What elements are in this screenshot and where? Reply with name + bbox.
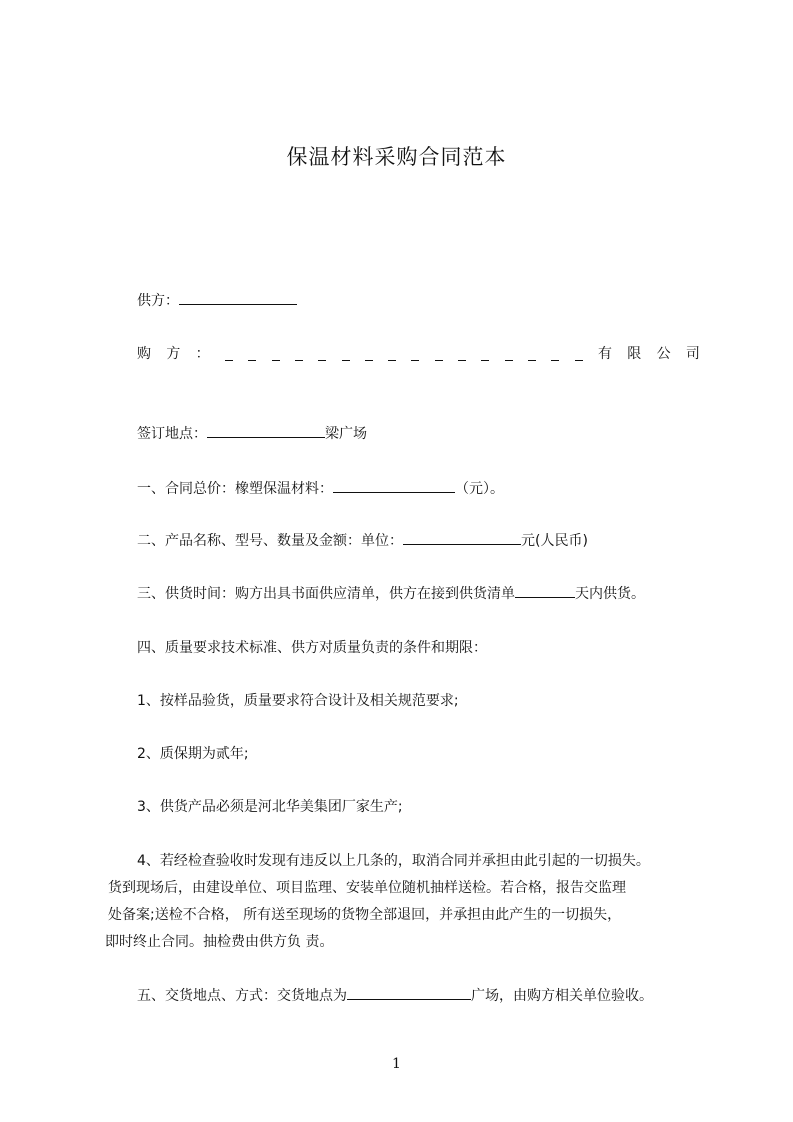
clause-2: [137, 530, 588, 551]
clause-4: 四、质量要求技术标准、供方对质量负责的条件和期限：: [137, 640, 487, 656]
buyer-blank-dash: [458, 348, 466, 361]
signing-place-blank: [207, 423, 325, 438]
buyer-suffix-char-3: 公: [656, 346, 671, 362]
signing-place-label: 签订地点：: [137, 426, 207, 442]
list-item-1: 1、按样品验货，质量要求符合设计及相关规范要求;: [137, 693, 459, 709]
list-item-4-line-2: 货到现场后，由建设单位、项目监理、安装单位随机抽样送检。若合格，报告交监理: [108, 880, 626, 896]
list-item-4-line-1: 4、若经检查验收时发现有违反以上几条的，取消合同并承担由此引起的一切损失。: [137, 853, 650, 869]
buyer-blank-dash: [248, 348, 256, 361]
buyer-blank-dash: [505, 348, 513, 361]
clause-1-suffix: （元）。: [455, 481, 504, 497]
buyer-suffix-char-1: 有: [597, 346, 612, 362]
buyer-char-2: 方: [166, 346, 181, 362]
buyer-blank-dash: [342, 348, 350, 361]
buyer-blank-dash: [528, 348, 536, 361]
supplier-label: 供方：: [137, 293, 179, 309]
clause-5-label: 五、交货地点、方式：交货地点为: [137, 988, 347, 1004]
buyer-blank-dash: [272, 348, 280, 361]
supplier-line: [137, 290, 297, 311]
clause-5-suffix: 广场，由购方相关单位验收。: [471, 988, 653, 1004]
buyer-blank-dash: [411, 348, 419, 361]
clause-3-blank: [515, 583, 575, 598]
buyer-line: [137, 344, 700, 364]
clause-1-blank: [333, 478, 455, 493]
clause-3-suffix: 天内供货。: [575, 586, 645, 602]
buyer-char-1: 购: [137, 346, 151, 362]
clause-5: [137, 985, 653, 1006]
buyer-blank-dash: [551, 348, 559, 361]
list-item-3: 3、供货产品必须是河北华美集团厂家生产;: [137, 799, 403, 815]
buyer-blank-dash: [388, 348, 396, 361]
buyer-blank-dash: [225, 348, 233, 361]
clause-2-suffix: 元(人民币): [521, 533, 588, 549]
list-item-2: 2、质保期为贰年;: [137, 746, 249, 762]
buyer-blank-dash: [481, 348, 489, 361]
clause-3-label: 三、供货时间：购方出具书面供应清单，供方在接到供货清单: [137, 586, 515, 602]
page-number: 1: [392, 1056, 401, 1072]
signing-place-suffix: 梁广场: [325, 426, 367, 442]
buyer-blank-dash: [318, 348, 326, 361]
clause-2-blank: [403, 530, 521, 545]
buyer-suffix-char-2: 限: [627, 346, 642, 362]
clause-1-label: 一、合同总价：橡塑保温材料：: [137, 481, 333, 497]
signing-place-line: [137, 423, 367, 444]
clause-2-label: 二、产品名称、型号、数量及金额：单位：: [137, 533, 403, 549]
clause-3: [137, 583, 645, 604]
buyer-blank-dash: [365, 348, 373, 361]
buyer-blank-dash: [575, 348, 583, 361]
buyer-blank-dash: [435, 348, 443, 361]
clause-5-blank: [347, 985, 471, 1000]
buyer-blank-dash: [295, 348, 303, 361]
supplier-blank: [179, 290, 297, 305]
document-title: 保温材料采购合同范本: [286, 145, 507, 169]
buyer-suffix-char-4: 司: [685, 346, 700, 362]
list-item-4-line-4: 即时终止合同。抽检费由供方负 责。: [105, 934, 334, 950]
list-item-4-line-3: 处备案;送检不合格， 所有送至现场的货物全部退回，并承担由此产生的一切损失，: [108, 907, 622, 923]
clause-1: [137, 478, 504, 499]
buyer-char-3: ：: [195, 346, 210, 362]
